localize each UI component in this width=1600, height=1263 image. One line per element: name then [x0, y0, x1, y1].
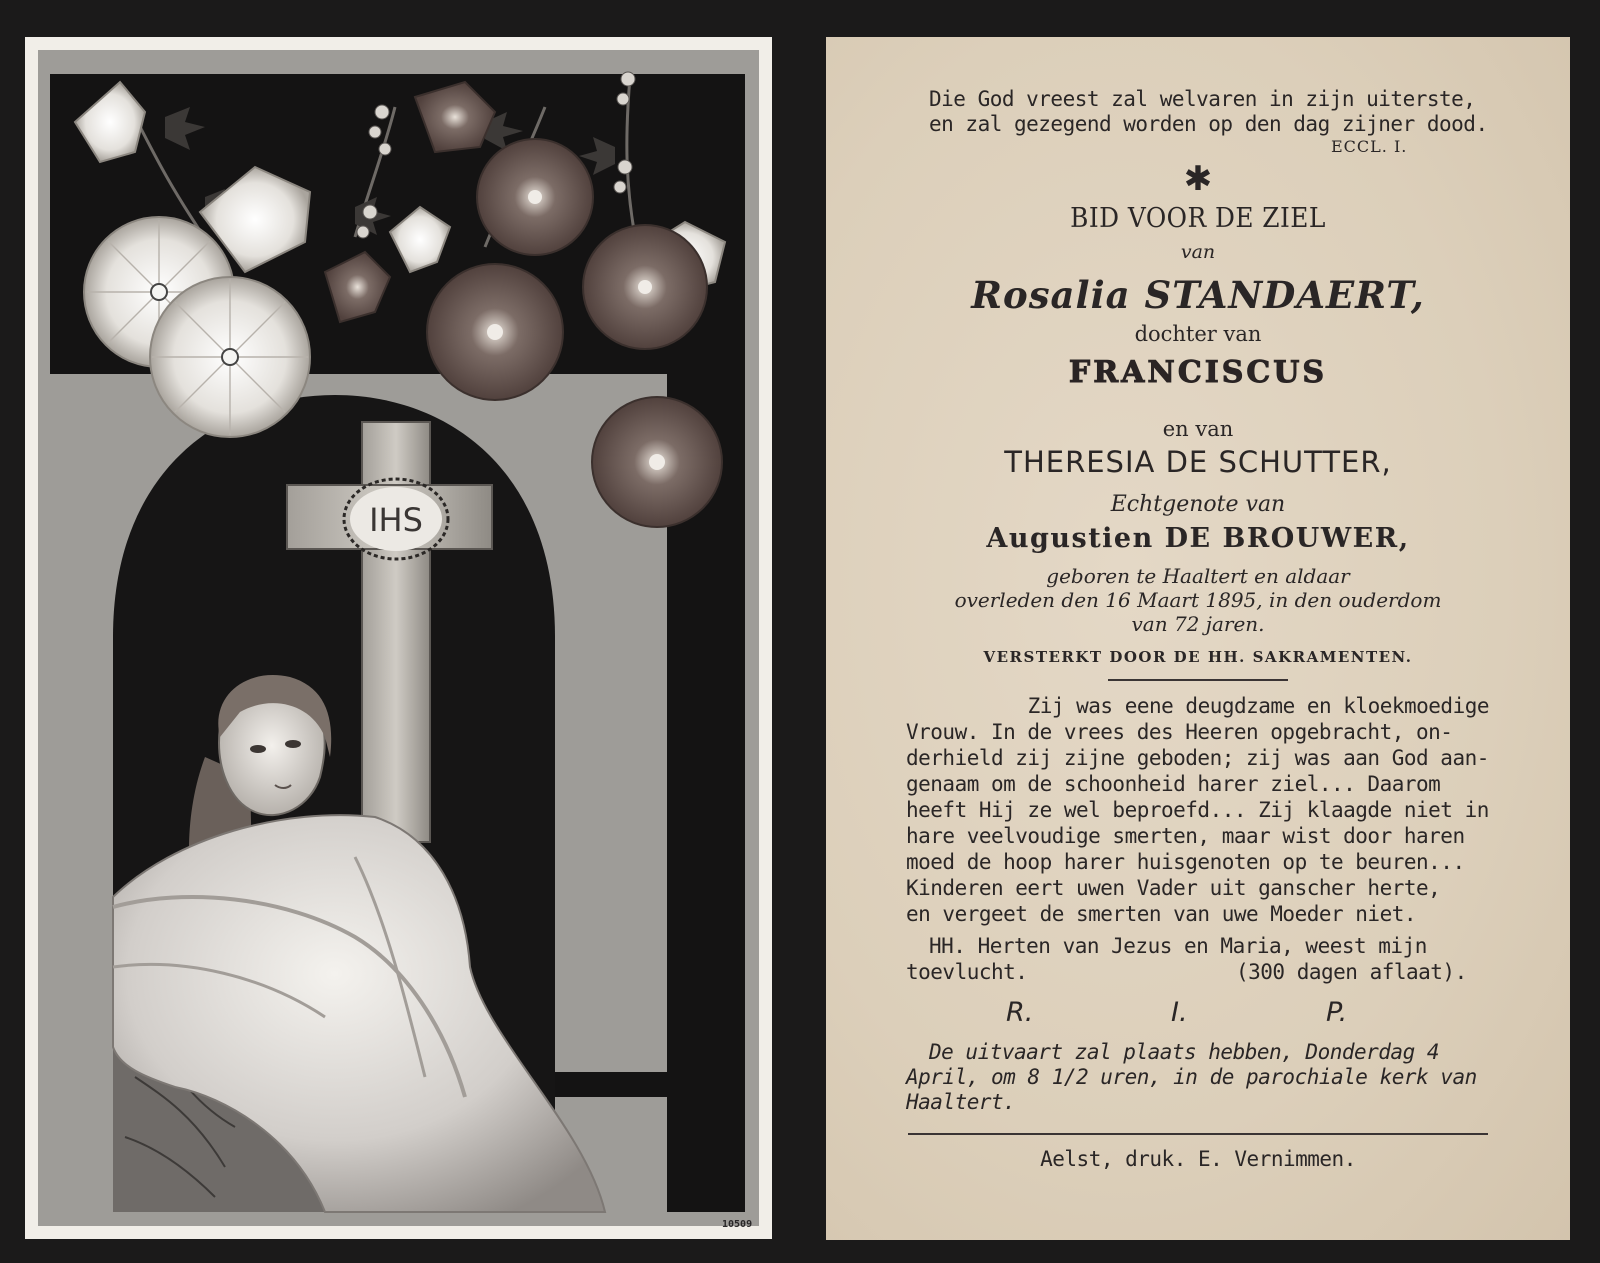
eulogy-line-4: genaam om de schoonheid harer ziel... Daarom	[906, 772, 1441, 796]
eulogy-line-6: hare veelvoudige smerten, maar wist door haren	[906, 824, 1465, 848]
epigraph-text-1: Die God vreest zal welvaren in zijn uiterste,	[929, 87, 1476, 111]
cross-inscription: IHS	[369, 501, 423, 539]
rip-r: R.	[1006, 997, 1034, 1028]
eulogy-line-7: moed de hoop harer huisgenoten op te beuren...	[906, 850, 1465, 874]
spouse-intro: Echtgenote van	[1110, 492, 1286, 517]
funeral-line-2: April, om 8 1/2 uren, in de parochiale kerk van	[906, 1065, 1477, 1089]
spouse-name: Augustien DE BROUWER,	[986, 523, 1410, 554]
birth-line: geboren te Haaltert en aldaar	[1046, 564, 1350, 588]
divider-rule-1	[1108, 679, 1288, 681]
van-label-1: van	[1180, 241, 1216, 263]
epigraph-line-2: en zal gezegend worden op den dag zijner dood.	[929, 112, 1488, 136]
eulogy-line-2: Vrouw. In de vrees des Heeren opgebracht, on-	[906, 720, 1453, 744]
memorial-illustration	[25, 37, 772, 1239]
deceased-name: Rosalia STANDAERT,	[971, 273, 1425, 317]
eulogy-line-5: heeft Hij ze wel beproefd... Zij klaagde niet in	[906, 798, 1489, 822]
rip-i: I.	[1171, 997, 1188, 1028]
mother-name: THERESIA DE SCHUTTER,	[1004, 445, 1392, 479]
eulogy-line-9: en vergeet de smerten van uwe Moeder niet.	[906, 902, 1417, 926]
memorial-text-card	[826, 37, 1570, 1240]
divider-rule-2	[908, 1133, 1488, 1135]
printer-line: Aelst, druk. E. Vernimmen.	[1040, 1147, 1356, 1171]
and-of-label: en van	[1162, 417, 1234, 441]
father-name: FRANCISCUS	[1068, 355, 1328, 390]
heading-bid-voor-de-ziel: BID VOOR DE ZIEL	[1070, 203, 1326, 234]
eulogy-line-3: derhield zij zijne geboden; zij was aan God aan-	[906, 746, 1489, 770]
memorial-image-card	[25, 37, 772, 1239]
epigraph-line-1	[929, 87, 1474, 111]
funeral-line-3: Haaltert.	[906, 1090, 1016, 1114]
funeral-line-1: De uitvaart zal plaats hebben, Donderdag 4	[929, 1040, 1440, 1064]
prayer-line-1: HH. Herten van Jezus en Maria, weest mijn	[929, 934, 1427, 958]
cross-ornament-icon: ✱	[1183, 159, 1213, 199]
rip-p: P.	[1326, 997, 1348, 1028]
death-line: overleden den 16 Maart 1895, in den ouderdom	[954, 588, 1442, 612]
plate-number: 10509	[722, 1219, 753, 1230]
sacraments-line: VERSTERKT DOOR DE HH. SAKRAMENTEN.	[983, 648, 1413, 666]
prayer-line-2-left: toevlucht.	[906, 960, 1028, 984]
daughter-of-label: dochter van	[1134, 322, 1262, 346]
eulogy-line-1: Zij was eene deugdzame en kloekmoedige	[1027, 694, 1489, 718]
prayer-line-2-right: (300 dagen aflaat).	[1236, 960, 1467, 984]
epigraph-reference: ECCL. I.	[1331, 137, 1408, 156]
age-line: van 72 jaren.	[1131, 612, 1265, 636]
eulogy-line-8: Kinderen eert uwen Vader uit ganscher herte,	[906, 876, 1441, 900]
dark-shadow-gap	[555, 1072, 667, 1097]
